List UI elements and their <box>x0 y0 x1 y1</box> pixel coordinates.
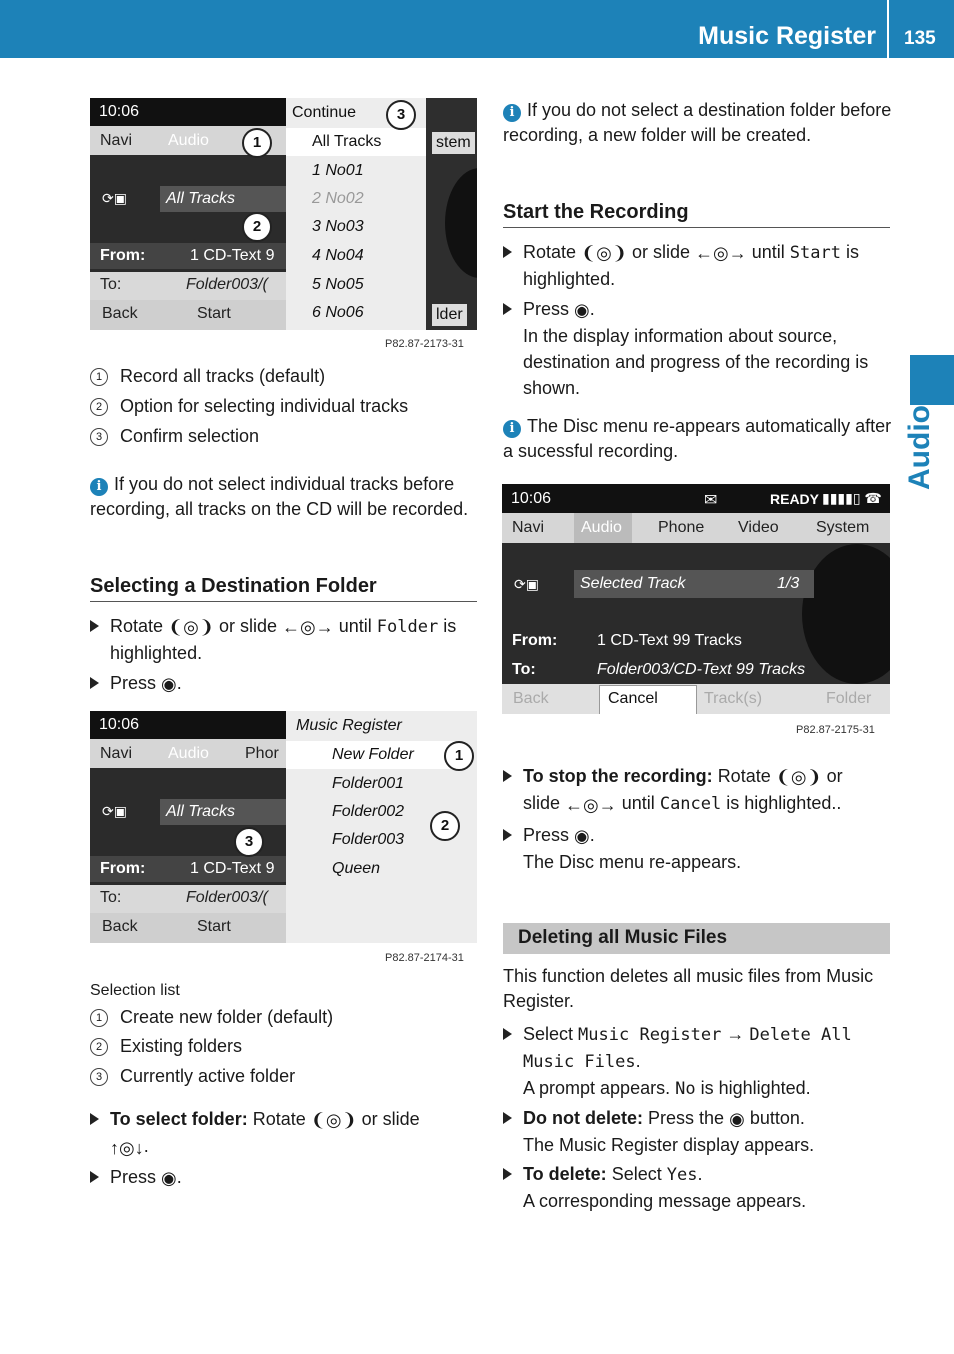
step-description: is highlighted. <box>700 1078 811 1098</box>
step-bold: To delete: <box>523 1164 607 1184</box>
step-text: Select <box>523 1024 574 1044</box>
press-controller-icon: ◉ <box>574 300 590 321</box>
section-banner <box>503 923 890 954</box>
legend-number: 3 <box>90 1068 108 1086</box>
legend-item <box>90 1064 295 1089</box>
info-note <box>503 414 893 464</box>
envelope-icon: ✉ <box>704 492 718 509</box>
callout-2: 2 <box>242 212 272 242</box>
press-controller-icon: ◉ <box>729 1109 745 1130</box>
step-text: Press <box>110 673 157 693</box>
from-label: From: <box>512 632 558 649</box>
menu-audio: Audio <box>168 745 209 762</box>
step-text: . <box>635 1051 641 1071</box>
display-text: Cancel <box>659 794 722 815</box>
info-note <box>503 98 893 148</box>
side-tab-marker <box>910 355 954 405</box>
slide-left-right-icon: ←◎→ <box>695 243 747 264</box>
selection-caption: Selection list <box>90 982 180 999</box>
instruction-step: Press ◉. <box>90 1164 182 1191</box>
menu-system[interactable]: System <box>816 519 870 536</box>
legend-item <box>90 424 259 449</box>
info-icon: i <box>90 478 108 496</box>
step-text: is highlighted.. <box>726 793 842 814</box>
step-description: A prompt appears. <box>523 1078 671 1098</box>
instruction-step: Press ◉. The Disc menu re-appears. <box>503 822 913 875</box>
to-value: Folder003/( <box>186 889 268 906</box>
figure-record-all-tracks <box>90 98 477 330</box>
menu-navi: Navi <box>100 745 133 762</box>
step-arrow-icon <box>503 303 512 315</box>
menu-audio[interactable]: Audio <box>581 519 622 536</box>
step-arrow-icon <box>503 1112 512 1124</box>
callout-1: 1 <box>242 128 272 158</box>
tracks-button[interactable]: Track(s) <box>704 690 763 707</box>
divider <box>90 601 477 602</box>
from-value: 1 CD-Text 9 <box>190 860 275 877</box>
info-icon: i <box>503 420 521 438</box>
step-arrow-icon <box>90 620 99 632</box>
display-text: Folder <box>376 617 439 637</box>
step-text: . <box>697 1164 703 1184</box>
step-text: until <box>621 793 655 814</box>
step-text: . <box>143 1136 149 1157</box>
step-text: until <box>338 616 372 636</box>
step-text: Press <box>110 1167 157 1187</box>
press-controller-icon: ◉ <box>161 1168 177 1189</box>
list-item[interactable]: 6 No06 <box>312 304 364 321</box>
step-text: Rotate <box>252 1109 306 1129</box>
callout-2: 2 <box>430 811 460 841</box>
callout-3: 3 <box>234 827 264 857</box>
step-description: A corresponding message appears. <box>523 1191 807 1211</box>
step-text: button. <box>749 1108 805 1128</box>
header-divider <box>887 0 889 58</box>
section-heading: Start the Recording <box>503 201 689 223</box>
step-arrow-icon <box>503 246 512 258</box>
source-label: All Tracks <box>166 190 236 207</box>
step-arrow-icon <box>503 1168 512 1180</box>
menu-audio: Audio <box>168 132 209 149</box>
to-label: To: <box>512 661 536 678</box>
slide-left-right-icon: ←◎→ <box>565 794 617 815</box>
step-description: The Disc menu re-appears. <box>523 852 742 873</box>
step-text: is <box>845 242 859 262</box>
legend-number: 2 <box>90 398 108 416</box>
list-item[interactable]: 3 No03 <box>312 218 364 235</box>
back-button[interactable]: Back <box>102 305 138 322</box>
info-icon: i <box>503 104 521 122</box>
instruction-step <box>90 1106 500 1161</box>
list-item[interactable]: 2 No02 <box>312 190 364 207</box>
legend-item <box>90 364 325 389</box>
folder-item[interactable]: Folder001 <box>332 775 405 792</box>
legend-item <box>90 394 408 419</box>
folder-item-active[interactable]: Folder003 <box>332 831 405 848</box>
folder-button[interactable]: Folder <box>826 690 872 707</box>
menu-arrow: → <box>726 1024 745 1044</box>
section-heading: Selecting a Destination Folder <box>90 575 377 597</box>
menu-video[interactable]: Video <box>738 519 779 536</box>
info-text: If you do not select a destination folder before recording, a new folder will be created. <box>503 100 892 145</box>
source-label: All Tracks <box>166 803 236 820</box>
display-text: Delete All <box>749 1025 852 1045</box>
selected-track-count: 1/3 <box>777 575 800 592</box>
step-text: Select <box>611 1164 662 1184</box>
legend-text: Create new folder (default) <box>120 1007 334 1027</box>
folder-item[interactable]: Folder002 <box>332 803 405 820</box>
step-text: or slide <box>361 1109 420 1129</box>
display-text: Yes <box>666 1165 698 1185</box>
from-label: From: <box>100 247 146 264</box>
step-description: The Music Register display appears. <box>523 1135 815 1156</box>
to-value: Folder003/( <box>186 276 268 293</box>
info-text: The Disc menu re-appears automatically after a sucessful recording. <box>503 416 892 461</box>
display-text: Music Register <box>578 1025 722 1045</box>
clock: 10:06 <box>511 490 552 507</box>
section-heading: Deleting all Music Files <box>518 927 728 948</box>
side-tab-label: Audio <box>903 405 936 490</box>
to-label: To: <box>100 276 122 293</box>
new-folder-item[interactable]: New Folder <box>332 746 414 763</box>
step-text: or slide <box>218 616 277 636</box>
cd-to-hdd-icon: ⟳▣ <box>102 803 127 819</box>
header-title: Music Register <box>698 22 876 50</box>
legend-item <box>90 1034 242 1059</box>
instruction-step <box>503 239 913 292</box>
step-text: Rotate <box>110 616 164 636</box>
step-text: slide <box>523 793 561 814</box>
figure-code: P82.87-2174-31 <box>385 952 464 964</box>
rotate-controller-icon: ❨◎❩ <box>581 243 627 264</box>
from-value: 1 CD-Text 9 <box>190 247 275 264</box>
legend-text: Currently active folder <box>120 1066 296 1086</box>
step-text: Rotate <box>717 766 771 786</box>
legend-text: Record all tracks (default) <box>120 366 326 386</box>
legend-text: Existing folders <box>120 1036 243 1056</box>
step-arrow-icon <box>90 1113 99 1125</box>
step-text: until <box>751 242 785 262</box>
legend-text: Confirm selection <box>120 426 260 446</box>
instruction-step <box>503 1105 913 1158</box>
figure-recording-progress <box>502 484 890 714</box>
slide-up-down-icon: ↑◎↓ <box>110 1137 144 1158</box>
step-text: Press <box>523 825 570 845</box>
start-button[interactable]: Start <box>197 918 231 935</box>
step-text: highlighted. <box>110 643 203 664</box>
instruction-step <box>503 1161 913 1214</box>
section-intro: This function deletes all music files from Music Register. <box>503 966 874 1011</box>
continue-item[interactable]: Continue <box>292 104 357 121</box>
menu-phone: Phor <box>245 745 279 762</box>
from-label: From: <box>100 860 146 877</box>
info-text: If you do not select individual tracks before recording, all tracks on the CD will be recorded. <box>90 474 469 519</box>
to-value: Folder003/CD-Text 99 Tracks <box>597 661 806 678</box>
figure-code: P82.87-2175-31 <box>796 724 875 736</box>
instruction-step <box>503 1021 913 1102</box>
clock: 10:06 <box>99 103 140 120</box>
cd-to-hdd-icon: ⟳▣ <box>514 576 539 592</box>
list-item[interactable]: 4 No04 <box>312 247 364 264</box>
status-text: READY <box>770 491 820 507</box>
step-arrow-icon <box>503 829 512 841</box>
cancel-button[interactable]: Cancel <box>608 690 658 707</box>
list-item[interactable]: 1 No01 <box>312 162 364 179</box>
cd-to-hdd-icon: ⟳▣ <box>102 190 127 206</box>
instruction-step: Press ◉. In the display information about source, destination and progress of the recording is shown. <box>503 296 913 401</box>
step-text: Rotate <box>523 242 577 262</box>
step-bold: Do not delete: <box>523 1108 643 1128</box>
step-text: highlighted. <box>523 269 616 290</box>
edge-label: lder <box>432 304 467 326</box>
instruction-step <box>90 613 500 666</box>
list-item[interactable]: 5 No05 <box>312 276 364 293</box>
step-text: Press the <box>648 1108 725 1128</box>
figure-folder-selection <box>90 711 477 943</box>
back-button[interactable]: Back <box>102 918 138 935</box>
press-controller-icon: ◉ <box>161 674 177 695</box>
step-arrow-icon <box>90 1171 99 1183</box>
legend-number: 1 <box>90 1009 108 1027</box>
slide-left-right-icon: ←◎→ <box>282 617 334 638</box>
rotate-controller-icon: ❨◎❩ <box>168 617 214 638</box>
step-text: is <box>443 616 457 636</box>
to-label: To: <box>100 889 122 906</box>
from-value: 1 CD-Text 99 Tracks <box>597 632 742 649</box>
step-arrow-icon <box>503 770 512 782</box>
list-title: Music Register <box>296 717 402 734</box>
step-text: or <box>826 766 843 786</box>
legend-number: 2 <box>90 1038 108 1056</box>
legend-text: Option for selecting individual tracks <box>120 396 409 416</box>
step-description: In the display information about source, destination and progress of the recording is shown. <box>523 326 869 399</box>
divider <box>503 227 890 228</box>
step-arrow-icon <box>90 677 99 689</box>
list-item-all-tracks[interactable]: All Tracks <box>312 133 382 150</box>
signal-icon: ▮▮▮▮▯ ☎ <box>822 490 882 506</box>
folder-item[interactable]: Queen <box>332 860 381 877</box>
back-button[interactable]: Back <box>513 690 549 707</box>
display-text: Music Files <box>523 1052 636 1072</box>
step-arrow-icon <box>503 1028 512 1040</box>
start-button[interactable]: Start <box>197 305 231 322</box>
info-note <box>90 472 480 522</box>
callout-1: 1 <box>444 741 474 771</box>
menu-phone[interactable]: Phone <box>658 519 705 536</box>
instruction-step: Press ◉. <box>90 670 182 697</box>
legend-number: 1 <box>90 368 108 386</box>
legend-number: 3 <box>90 428 108 446</box>
menu-navi[interactable]: Navi <box>512 519 545 536</box>
step-text: or slide <box>631 242 690 262</box>
menu-navi: Navi <box>100 132 133 149</box>
step-bold: To select folder: <box>110 1109 248 1129</box>
page-header <box>0 0 954 58</box>
page-number: 135 <box>904 28 936 49</box>
callout-3: 3 <box>386 100 416 130</box>
instruction-step <box>503 763 913 818</box>
figure-code: P82.87-2173-31 <box>385 338 464 350</box>
rotate-controller-icon: ❨◎❩ <box>310 1110 357 1131</box>
selected-track-label: Selected Track <box>580 575 686 592</box>
step-bold: To stop the recording: <box>523 766 713 786</box>
press-controller-icon: ◉ <box>574 826 590 847</box>
display-text: No <box>675 1079 696 1099</box>
edge-label: stem <box>432 132 475 154</box>
legend-item <box>90 1005 333 1030</box>
clock: 10:06 <box>99 716 140 733</box>
rotate-controller-icon: ❨◎❩ <box>775 767 822 788</box>
step-text: Press <box>523 299 570 319</box>
display-text: Start <box>789 243 841 263</box>
